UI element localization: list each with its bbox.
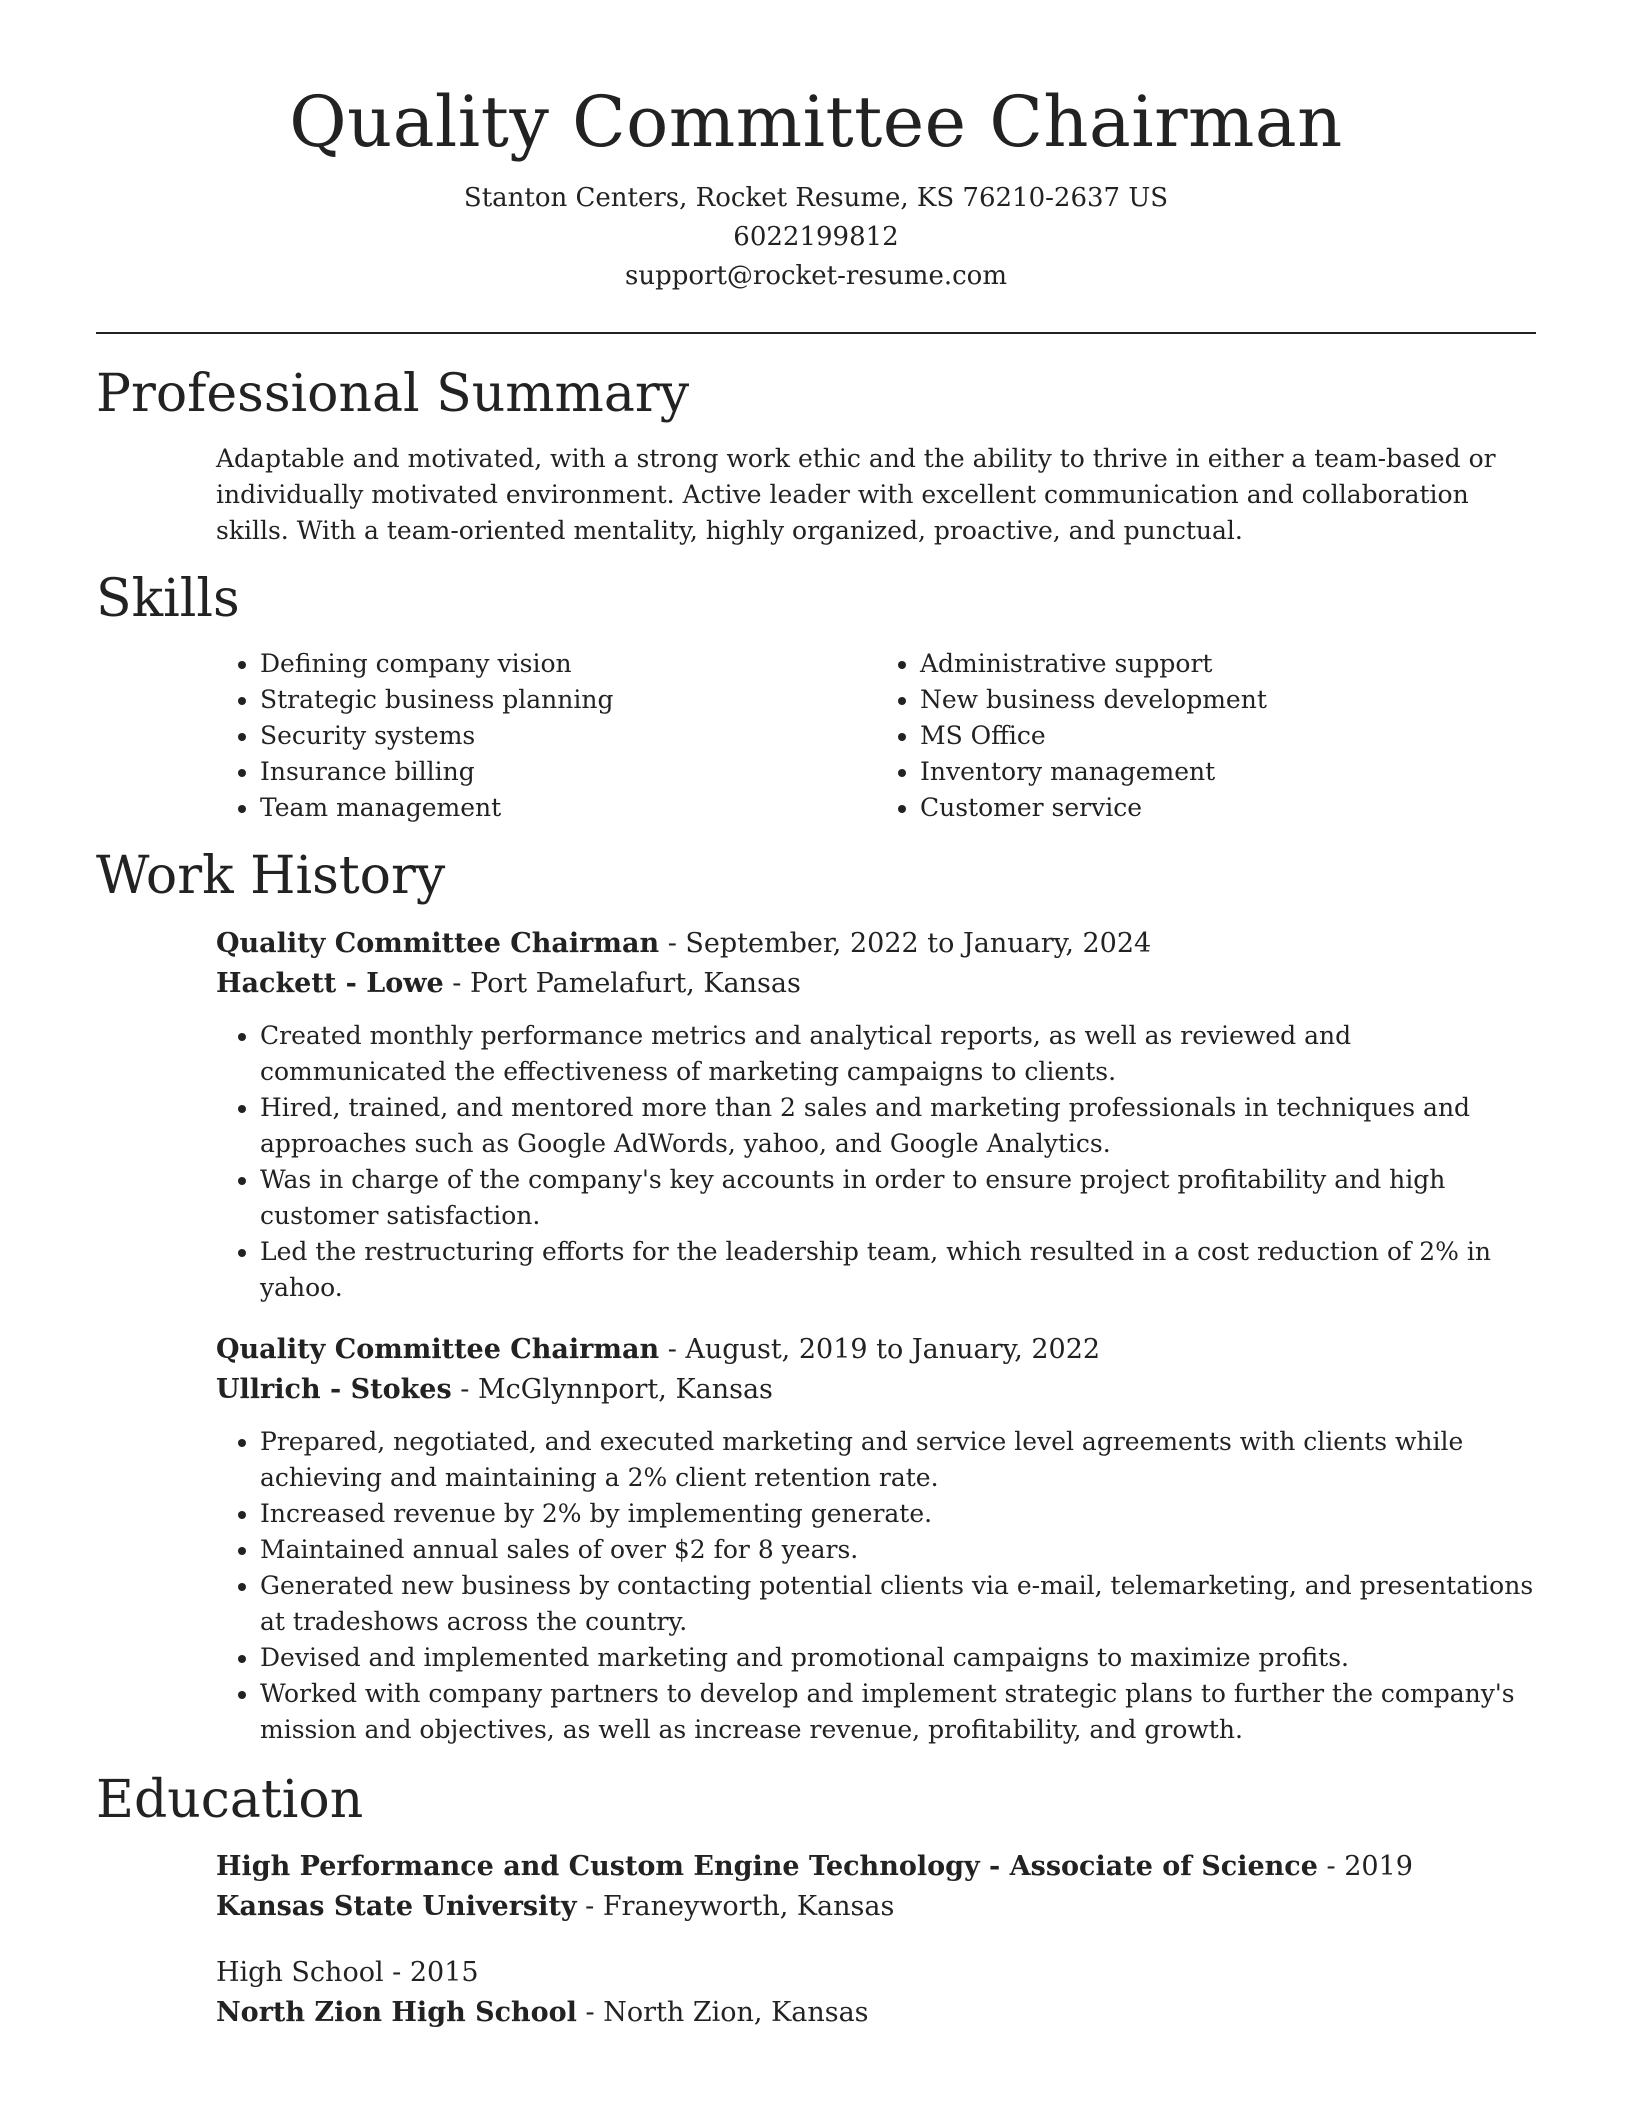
job-bullet: • Prepared, negotiated, and executed marketing and service level agreements with clients while achieving and maintaining a 2% client retention rate. [260, 1424, 1536, 1496]
job-location: - Port Pamelafurt, Kansas [452, 967, 801, 999]
job-bullets [216, 1018, 1536, 1306]
job-dates: - September, 2022 to January, 2024 [667, 927, 1152, 959]
contact-address: Stanton Centers, Rocket Resume, KS 76210-2637 US [463, 183, 1169, 213]
header-divider [96, 332, 1536, 334]
skill-item: • Team management [260, 790, 876, 826]
skill-item: • Strategic business planning [260, 682, 876, 718]
job-company: Ullrich - Stokes [216, 1373, 452, 1405]
skill-item: • Defining company vision [260, 646, 876, 682]
contact-phone: 6022199812 [733, 222, 899, 252]
education-section [96, 1769, 1536, 2033]
education-degree: High School - 2015 [216, 1956, 479, 1988]
job-bullet: • Maintained annual sales of over $2 for 8 years. [260, 1532, 1536, 1568]
job-bullet: • Worked with company partners to develop and implement strategic plans to further the company's mission and objectives, as well as increase revenue, profitability, and growth. [260, 1676, 1536, 1748]
job-role: Quality Committee Chairman [216, 927, 660, 959]
education-degree-line [216, 1953, 1536, 1993]
work-history-section [96, 848, 1536, 1747]
education-degree-line [216, 1847, 1536, 1887]
education-title: Education [96, 1769, 364, 1830]
skill-item: • Insurance billing [260, 754, 876, 790]
education-school-line [216, 1887, 1536, 1927]
skill-item: • Customer service [920, 790, 1536, 826]
job-bullet: • Increased revenue by 2% by implementing generate. [260, 1496, 1536, 1532]
skill-item: • Security systems [260, 718, 876, 754]
education-location: - Franeyworth, Kansas [585, 1890, 895, 1922]
job-company-line [216, 1370, 1536, 1410]
job-title-line [216, 924, 1536, 964]
summary-section [96, 366, 1536, 549]
job-bullet: • Generated new business by contacting potential clients via e-mail, telemarketing, and presentations at tradeshows across the country. [260, 1568, 1536, 1640]
job-entry [96, 1330, 1536, 1748]
job-role: Quality Committee Chairman [216, 1333, 660, 1365]
skills-list-left [216, 646, 876, 826]
job-bullet: • Was in charge of the company's key accounts in order to ensure project profitability and high customer satisfaction. [260, 1162, 1536, 1234]
education-year: - 2019 [1326, 1850, 1413, 1882]
work-history-title: Work History [96, 846, 446, 907]
job-company-line [216, 964, 1536, 1004]
skills-title: Skills [96, 569, 240, 630]
education-location: - North Zion, Kansas [585, 1996, 869, 2028]
job-title-line [216, 1330, 1536, 1370]
education-school: Kansas State University [216, 1890, 577, 1922]
job-company: Hackett - Lowe [216, 967, 444, 999]
job-bullets [216, 1424, 1536, 1748]
skills-columns [96, 646, 1536, 826]
summary-title: Professional Summary [96, 364, 690, 424]
skill-item: • New business development [920, 682, 1536, 718]
education-school-line [216, 1993, 1536, 2033]
job-bullet: • Devised and implemented marketing and promotional campaigns to maximize profits. [260, 1640, 1536, 1676]
education-school: North Zion High School [216, 1996, 577, 2028]
skills-list-right [876, 646, 1536, 826]
education-entry [96, 1847, 1536, 1927]
candidate-name: Quality Committee Chairman [289, 81, 1343, 163]
summary-text: Adaptable and motivated, with a strong work ethic and the ability to thrive in either a team-based or individually motivated environment. Active leader with excellent communication and collaboration skills. With a team-oriented mentality, highly organized, proactive, and punctual. [216, 444, 1496, 546]
job-bullet: • Hired, trained, and mentored more than 2 sales and marketing professionals in techniques and approaches such as Google AdWords, yahoo, and Google Analytics. [260, 1090, 1536, 1162]
resume-header [96, 0, 1536, 296]
job-entry [96, 924, 1536, 1306]
job-dates: - August, 2019 to January, 2022 [667, 1333, 1101, 1365]
job-bullet: • Led the restructuring efforts for the leadership team, which resulted in a cost reduction of 2% in yahoo. [260, 1234, 1536, 1306]
skill-item: • Inventory management [920, 754, 1536, 790]
job-location: - McGlynnport, Kansas [460, 1373, 773, 1405]
skill-item: • Administrative support [920, 646, 1536, 682]
education-entry [96, 1953, 1536, 2033]
education-degree: High Performance and Custom Engine Technology - Associate of Science [216, 1850, 1318, 1882]
job-bullet: • Created monthly performance metrics and analytical reports, as well as reviewed and communicated the effectiveness of marketing campaigns to clients. [260, 1018, 1536, 1090]
skills-section [96, 571, 1536, 826]
contact-email: support@rocket-resume.com [624, 261, 1007, 291]
skill-item: • MS Office [920, 718, 1536, 754]
